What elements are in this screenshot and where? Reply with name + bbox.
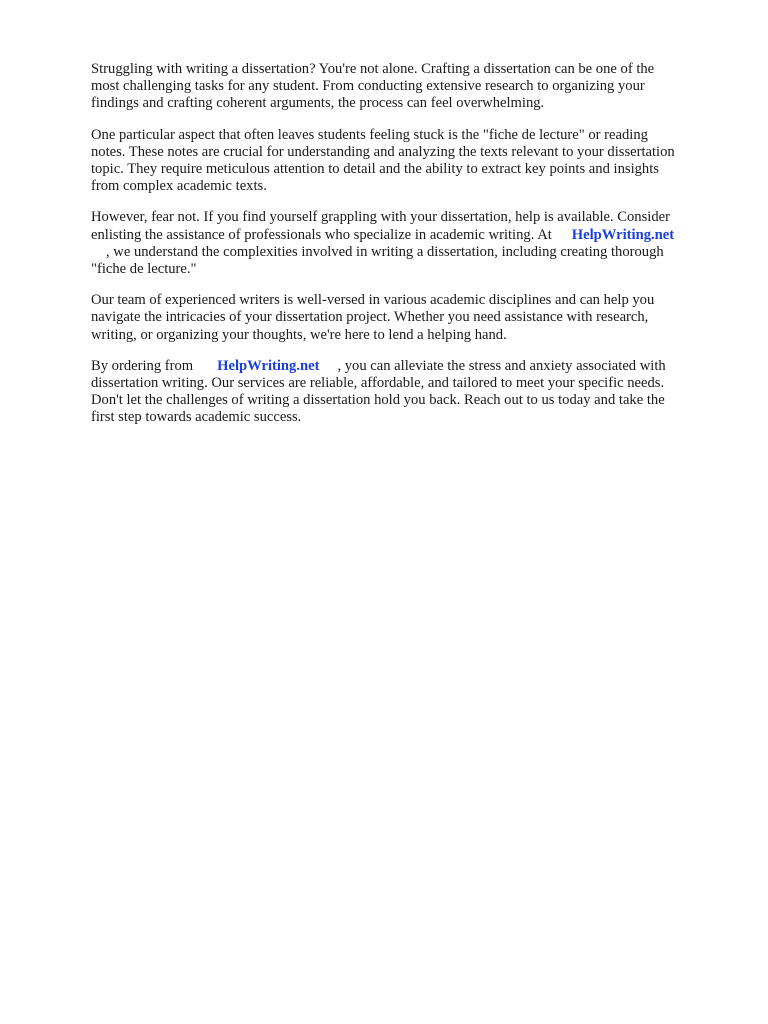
text-line: dissertation writing. Our services are reliable, affordable, and tailored to meet your specific needs. [91, 375, 665, 392]
text-line: from complex academic texts. [91, 178, 267, 195]
text-segment: enlisting the assistance of professionals who specialize in academic writing. At [91, 226, 552, 243]
helpwriting-link[interactable]: HelpWriting.net [217, 357, 320, 374]
text-line-with-link [91, 358, 731, 375]
paragraph-intro [91, 61, 731, 113]
text-line: writing, or organizing your thoughts, we're here to lend a helping hand. [91, 326, 507, 343]
document-body [91, 61, 731, 441]
text-line: One particular aspect that often leaves students feeling stuck is the "fiche de lecture" or reading [91, 126, 648, 143]
text-line: "fiche de lecture." [91, 261, 197, 278]
text-line: notes. These notes are crucial for understanding and analyzing the texts relevant to your dissertation [91, 143, 675, 160]
helpwriting-link[interactable]: HelpWriting.net [571, 226, 675, 243]
text-segment: , you can alleviate the stress and anxiety associated with [337, 357, 666, 374]
text-line: first step towards academic success. [91, 409, 302, 426]
paragraph-team [91, 292, 731, 344]
text-line: navigate the intricacies of your dissertation project. Whether you need assistance with research, [91, 309, 649, 326]
text-segment: By ordering from [91, 357, 194, 374]
text-line: topic. They require meticulous attention to detail and the ability to extract key points and insights [91, 161, 659, 178]
text-line: However, fear not. If you find yourself grappling with your dissertation, help is available. Consider [91, 209, 670, 226]
text-line: Our team of experienced writers is well-versed in various academic disciplines and can help you [91, 292, 655, 309]
text-segment: , we understand the complexities involved in writing a dissertation, including creating thorough [106, 243, 664, 260]
text-line [91, 244, 731, 261]
text-line: findings and crafting coherent arguments, the process can feel overwhelming. [91, 95, 545, 112]
text-line: Don't let the challenges of writing a dissertation hold you back. Reach out to us today and take the [91, 392, 665, 409]
paragraph-help-available [91, 209, 731, 278]
text-line-with-link [91, 227, 731, 244]
paragraph-reading-notes [91, 127, 731, 196]
paragraph-ordering [91, 358, 731, 427]
text-line: Struggling with writing a dissertation? You're not alone. Crafting a dissertation can be one of the [91, 61, 655, 77]
text-line: most challenging tasks for any student. From conducting extensive research to organizing your [91, 78, 645, 95]
